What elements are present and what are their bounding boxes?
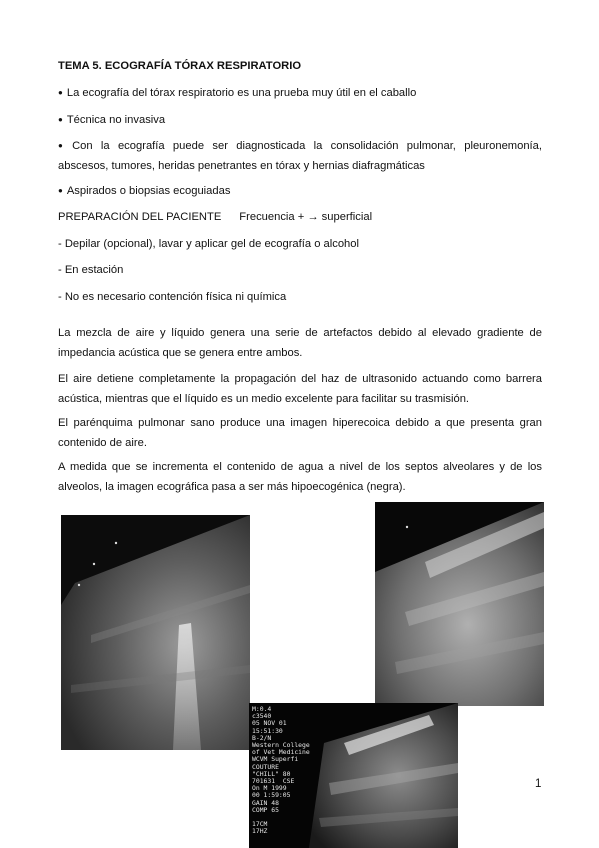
overlay-line: c3540 [252,712,272,721]
step-item: - No es necesario contención física ni química [58,291,287,303]
paragraph: El aire detiene completamente la propagación del haz de ultrasonido actuando como barrera acústica, mientras que el líquido es un medio excelente para facilitar su trasmisión. [58,373,542,405]
overlay-line: 17HZ [252,827,268,836]
step-item: - En estación [58,264,124,276]
overlay-line: M:0.4 [252,705,272,713]
preparation-label: PREPARACIÓN DEL PACIENTE [58,211,222,223]
overlay-line: 00 1:59:05 [252,791,291,800]
overlay-line: WCVM Superfi [252,755,299,764]
paragraph: La mezcla de aire y líquido genera una serie de artefactos debido al elevado gradiente de impedancia acústica que se genera entre ambos. [58,327,542,359]
overlay-line: of Vet Medicine [252,748,310,757]
ultrasound-image-bottom [249,703,458,848]
overlay-line: GAIN 48 [252,798,279,807]
overlay-line: COMP 65 [252,805,279,814]
overlay-line: On M 1999 [252,784,287,793]
frequency-note: Frecuencia + → superficial [239,211,373,223]
overlay-line: B-2/N [252,733,272,742]
bullet-item: ● Con la ecografía puede ser diagnosticada la consolidación pulmonar, pleuronemonía, abscesos, tumores, heridas penetrantes en tórax y hernias diafragmáticas [58,136,542,176]
bullet-item: ● Técnica no invasiva [58,113,542,127]
paragraph: A medida que se incrementa el contenido de agua a nivel de los septos alveolares y de los alveolos, la imagen ecográfica pasa a ser más hipoecogénica (negra). [58,461,542,493]
ultrasound-image-left [61,515,250,750]
paragraph: El parénquima pulmonar sano produce una imagen hiperecoica debido a que presenta gran contenido de aire. [58,417,542,449]
overlay-line: COUTURE [252,762,279,771]
step-item: - Depilar (opcional), lavar y aplicar gel de ecografía o alcohol [58,238,359,250]
overlay-line: 17CM [252,820,268,829]
overlay-line: Western College [252,741,310,750]
preparation-heading [58,210,542,224]
overlay-line: 05 NOV 01 [252,719,287,728]
page-number: 1 [535,778,542,790]
bullet-item: ● La ecografía del tórax respiratorio es una prueba muy útil en el caballo [58,86,542,100]
ultrasound-overlay-text [252,706,310,836]
ultrasound-image-right [375,502,544,706]
page-title: TEMA 5. ECOGRAFÍA TÓRAX RESPIRATORIO [58,60,302,72]
bullet-item: ● Aspirados o biopsias ecoguiadas [58,184,542,198]
overlay-line: "CHILL" 80 [252,769,291,778]
overlay-line: 15:51:30 [252,726,283,735]
overlay-line: 701631 CSE [252,777,295,786]
